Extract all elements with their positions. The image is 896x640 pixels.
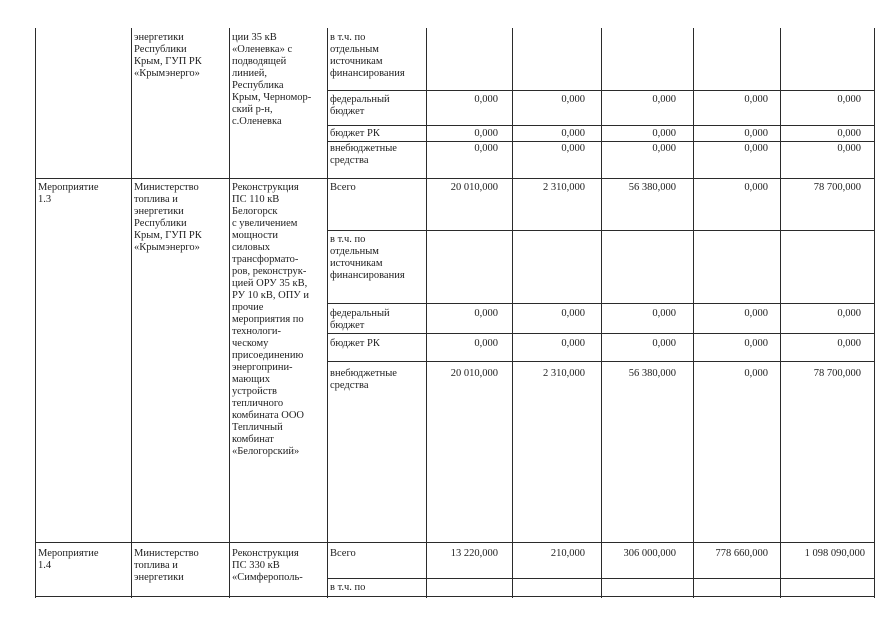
value-cell: 0,000 — [744, 368, 768, 379]
value-cell: 0,000 — [652, 128, 676, 139]
funding-source-cell: в т.ч. по отдельным источникам финансирования — [330, 32, 405, 79]
value-cell: 0,000 — [561, 338, 585, 349]
value-cell: 13 220,000 — [450, 548, 498, 559]
value-cell: 20 010,000 — [450, 368, 498, 379]
value-cell: 0,000 — [744, 308, 768, 319]
value-cell: 0,000 — [474, 143, 498, 154]
grid-line — [327, 28, 328, 598]
grid-line — [327, 361, 875, 362]
grid-line — [35, 596, 875, 597]
grid-line — [327, 125, 875, 126]
object-cell: Реконструкция ПС 330 кВ «Симферополь- — [232, 548, 303, 583]
funding-source-cell: Всего — [330, 548, 356, 559]
funding-source-cell: внебюджетные средства — [330, 143, 397, 166]
funding-source-cell: Всего — [330, 182, 356, 193]
value-cell: 0,000 — [474, 338, 498, 349]
grid-line — [780, 28, 781, 598]
value-cell: 0,000 — [837, 94, 861, 105]
value-cell: 78 700,000 — [813, 368, 861, 379]
value-cell: 56 380,000 — [628, 182, 676, 193]
grid-line — [327, 141, 875, 142]
value-cell: 210,000 — [550, 548, 585, 559]
value-cell: 0,000 — [474, 94, 498, 105]
value-cell: 0,000 — [561, 308, 585, 319]
grid-line — [229, 28, 230, 598]
value-cell: 0,000 — [744, 182, 768, 193]
value-cell: 2 310,000 — [543, 182, 585, 193]
value-cell: 0,000 — [652, 308, 676, 319]
funding-source-cell: федеральный бюджет — [330, 308, 390, 331]
grid-line — [35, 542, 875, 543]
value-cell: 0,000 — [652, 338, 676, 349]
value-cell: 0,000 — [837, 308, 861, 319]
value-cell: 0,000 — [561, 143, 585, 154]
funding-source-cell: федеральный бюджет — [330, 94, 390, 117]
grid-line — [327, 578, 875, 579]
value-cell: 0,000 — [561, 94, 585, 105]
executor-cell: Министерство топлива и энергетики — [134, 548, 199, 583]
value-cell: 2 310,000 — [543, 368, 585, 379]
value-cell: 0,000 — [837, 143, 861, 154]
value-cell: 0,000 — [744, 143, 768, 154]
value-cell: 56 380,000 — [628, 368, 676, 379]
measure-cell: Мероприятие 1.4 — [38, 548, 99, 571]
grid-line — [131, 28, 132, 598]
value-cell: 0,000 — [744, 338, 768, 349]
value-cell: 0,000 — [561, 128, 585, 139]
funding-source-cell: бюджет РК — [330, 128, 380, 139]
grid-line — [874, 28, 875, 598]
value-cell: 306 000,000 — [623, 548, 676, 559]
grid-line — [512, 28, 513, 598]
value-cell: 0,000 — [744, 128, 768, 139]
executor-cell: энергетики Республики Крым, ГУП РК «Крымэнерго» — [134, 32, 202, 79]
value-cell: 0,000 — [837, 338, 861, 349]
measure-cell: Мероприятие 1.3 — [38, 182, 99, 205]
grid-line — [426, 28, 427, 598]
value-cell: 0,000 — [837, 128, 861, 139]
funding-source-cell: в т.ч. по — [330, 582, 366, 593]
value-cell: 78 700,000 — [813, 182, 861, 193]
object-cell: ции 35 кВ «Оленевка» с подводящей линией, Республика Крым, Черномор- ский р-н, с.Оленевка — [232, 32, 312, 127]
value-cell: 0,000 — [652, 143, 676, 154]
grid-line — [327, 333, 875, 334]
grid-line — [327, 230, 875, 231]
value-cell: 1 098 090,000 — [804, 548, 865, 559]
funding-source-cell: в т.ч. по отдельным источникам финансирования — [330, 234, 405, 281]
funding-source-cell: внебюджетные средства — [330, 368, 397, 391]
grid-line — [327, 90, 875, 91]
value-cell: 778 660,000 — [715, 548, 768, 559]
funding-source-cell: бюджет РК — [330, 338, 380, 349]
value-cell: 0,000 — [652, 94, 676, 105]
value-cell: 0,000 — [474, 128, 498, 139]
grid-line — [35, 28, 36, 598]
value-cell: 0,000 — [474, 308, 498, 319]
value-cell: 20 010,000 — [450, 182, 498, 193]
executor-cell: Министерство топлива и энергетики Республики Крым, ГУП РК «Крымэнерго» — [134, 182, 202, 253]
grid-line — [327, 303, 875, 304]
grid-line — [601, 28, 602, 598]
object-cell: Реконструкция ПС 110 кВ Белогорск с увеличением мощности силовых трансформато- ров, реконструк- цией ОРУ 35 кВ, РУ 10 кВ, ОПУ и прочие мероприятия по технологи- ческому присоединению энергоприни- мающих устройств тепличного комбината ООО Тепличный комбинат «Белогорский» — [232, 182, 309, 457]
value-cell: 0,000 — [744, 94, 768, 105]
grid-line — [35, 178, 875, 179]
grid-line — [693, 28, 694, 598]
